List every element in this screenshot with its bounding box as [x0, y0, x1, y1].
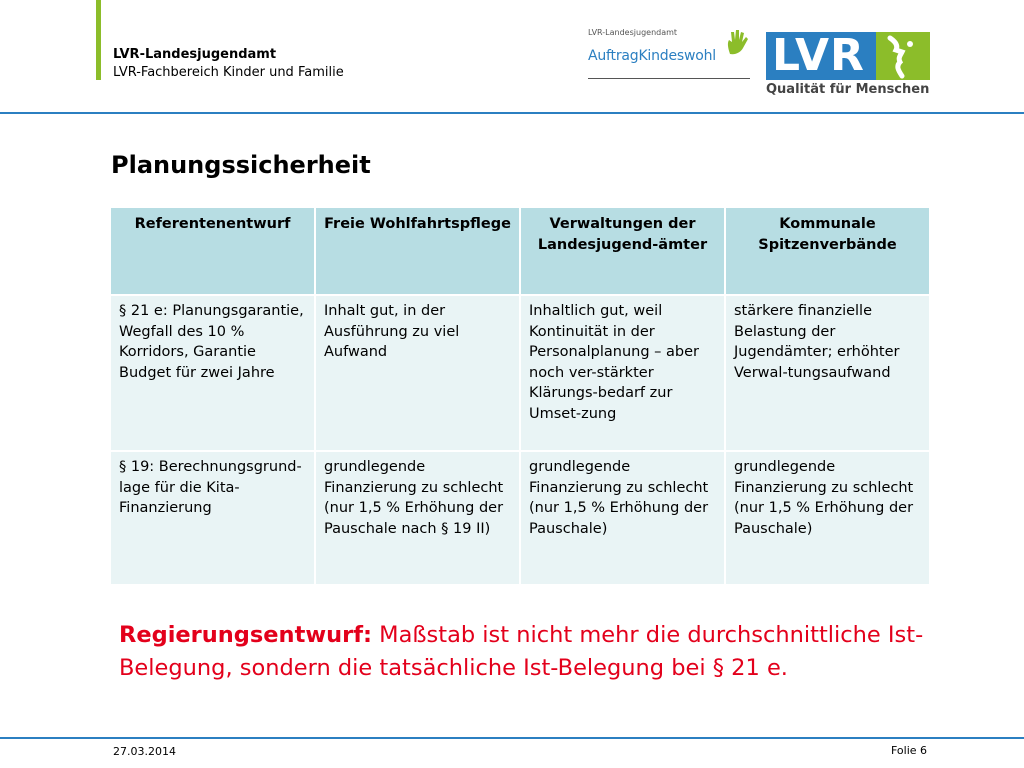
lvr-claim: Qualität für Menschen — [766, 82, 930, 97]
table-cell: § 19: Berechnungsgrund-lage für die Kita-Finanzierung — [111, 452, 314, 584]
lvr-logo-face-panel — [876, 32, 930, 80]
statement-lead: Regierungsentwurf: — [119, 622, 373, 648]
auftrag-kindeswohl-logo — [588, 28, 753, 80]
slide-title: Planungssicherheit — [111, 151, 371, 179]
face-icon — [876, 32, 930, 80]
footer-divider — [0, 737, 1024, 739]
table-header-row — [111, 208, 929, 294]
table-cell: § 21 e: Planungsgarantie, Wegfall des 10 % Korridors, Garantie Budget für zwei Jahre — [111, 296, 314, 450]
table-header-cell: Referentenentwurf — [111, 208, 314, 294]
table-row — [111, 452, 929, 584]
table-header-cell: Kommunale Spitzenverbände — [726, 208, 929, 294]
table-cell: stärkere finanzielle Belastung der Jugendämter; erhöhter Verwal-tungsaufwand — [726, 296, 929, 450]
logo-name: AuftragKindeswohl — [588, 48, 716, 64]
organization-block — [113, 46, 344, 82]
government-draft-statement — [119, 619, 939, 685]
hand-icon — [724, 28, 750, 56]
comparison-table — [109, 206, 931, 586]
logo-underline — [588, 78, 750, 79]
table-cell: grundlegende Finanzierung zu schlecht (nur 1,5 % Erhöhung der Pauschale) — [726, 452, 929, 584]
table-row — [111, 296, 929, 450]
org-department: LVR-Fachbereich Kinder und Familie — [113, 65, 344, 80]
footer-date: 27.03.2014 — [113, 745, 176, 758]
table-header-cell: Freie Wohlfahrtspflege — [316, 208, 519, 294]
table-cell: Inhalt gut, in der Ausführung zu viel Aufwand — [316, 296, 519, 450]
header-accent-bar — [96, 0, 101, 80]
table-cell: grundlegende Finanzierung zu schlecht (nur 1,5 % Erhöhung der Pauschale) — [521, 452, 724, 584]
table-cell: grundlegende Finanzierung zu schlecht (nur 1,5 % Erhöhung der Pauschale nach § 19 II) — [316, 452, 519, 584]
slide-number: Folie 6 — [891, 744, 928, 757]
org-name: LVR-Landesjugendamt — [113, 47, 277, 62]
header-divider — [0, 112, 1024, 114]
logo-small-text: LVR-Landesjugendamt — [588, 28, 678, 37]
table-header-cell: Verwaltungen der Landesjugend-ämter — [521, 208, 724, 294]
statement-text: Maßstab ist nicht mehr die durchschnittliche Ist-Belegung, sondern die tatsächliche Ist-Belegung bei § 21 e. — [119, 622, 924, 681]
lvr-logo — [766, 32, 930, 80]
table-cell: Inhaltlich gut, weil Kontinuität in der Personalplanung – aber noch ver-stärkter Klärungs-bedarf zur Umset-zung — [521, 296, 724, 450]
lvr-logo-text: LVR — [772, 30, 865, 81]
